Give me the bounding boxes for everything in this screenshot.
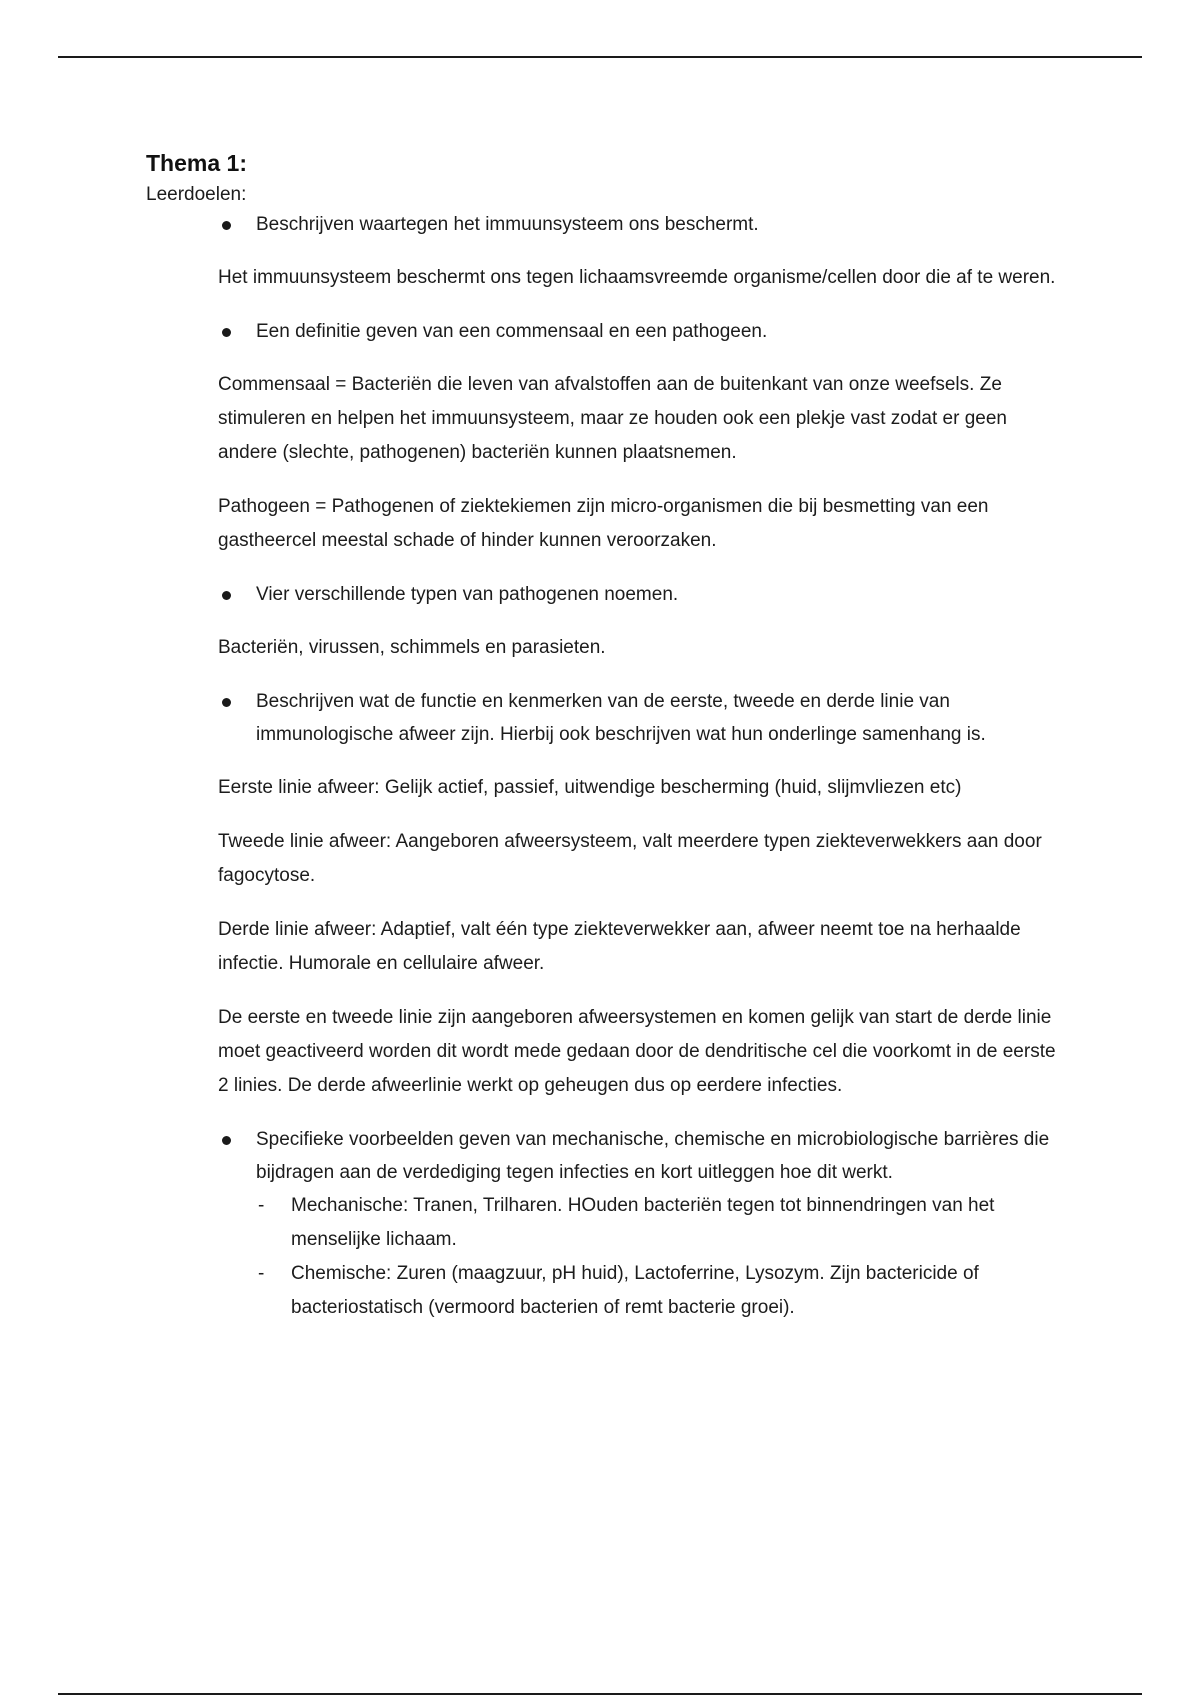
sub-list-item-text: Chemische: Zuren (maagzuur, pH huid), Lactoferrine, Lysozym. Zijn bactericide of bacteriostatisch (vermoord bacterien of remt bacterie groei). — [291, 1263, 979, 1318]
list-item-text: Specifieke voorbeelden geven van mechanische, chemische en microbiologische barrières die bijdragen aan de verdediging tegen infecties en kort uitleggen hoe dit werkt. — [256, 1129, 1050, 1183]
list-item — [146, 208, 1066, 241]
paragraph: Commensaal = Bacteriën die leven van afvalstoffen aan de buitenkant van onze weefsels. Ze stimuleren en helpen het immuunsysteem, maar ze houden ook een plekje vast zodat er geen andere (slechte, pathogenen) bacteriën kunnen plaatsnemen. — [218, 374, 1007, 463]
bullet-icon — [222, 328, 231, 337]
dash-marker: - — [258, 1263, 265, 1284]
list-item-text: Beschrijven wat de functie en kenmerken van de eerste, tweede en derde linie van immunologische afweer zijn. Hierbij ook beschrijven wat hun onderlinge samenhang is. — [256, 691, 986, 745]
top-rule — [58, 56, 1142, 58]
paragraph: De eerste en tweede linie zijn aangeboren afweersystemen en komen gelijk van start de derde linie moet geactiveerd worden dit wordt mede gedaan door de dendritische cel die voorkomt in de eerste 2 linies. De derde afweerlinie werkt op geheugen dus op eerdere infecties. — [218, 1007, 1056, 1096]
paragraph: Eerste linie afweer: Gelijk actief, passief, uitwendige bescherming (huid, slijmvliezen etc) — [218, 777, 962, 798]
section-subtitle: Leerdoelen: — [146, 184, 247, 205]
page-title: Thema 1: — [146, 150, 247, 176]
bullet-icon — [222, 1136, 231, 1145]
paragraph: Bacteriën, virussen, schimmels en parasieten. — [218, 637, 606, 658]
sub-list-item — [146, 1189, 1066, 1257]
paragraph: Het immuunsysteem beschermt ons tegen lichaamsvreemde organisme/cellen door die af te weren. — [218, 267, 1056, 288]
sub-list-item — [146, 1257, 1066, 1325]
list-item-text: Vier verschillende typen van pathogenen noemen. — [256, 584, 679, 605]
dash-marker: - — [258, 1195, 265, 1216]
sub-list-item-text: Mechanische: Tranen, Trilharen. HOuden bacteriën tegen tot binnendringen van het menselijke lichaam. — [291, 1195, 995, 1250]
bottom-rule — [58, 1693, 1142, 1695]
bullet-icon — [222, 221, 231, 230]
list-item-text: Beschrijven waartegen het immuunsysteem ons beschermt. — [256, 214, 759, 235]
document-body — [146, 148, 1066, 1325]
list-item — [146, 685, 1066, 751]
list-item — [146, 1123, 1066, 1189]
paragraph: Derde linie afweer: Adaptief, valt één type ziekteverwekker aan, afweer neemt toe na herhaalde infectie. Humorale en cellulaire afweer. — [218, 919, 1021, 974]
bullet-icon — [222, 591, 231, 600]
list-item — [146, 315, 1066, 348]
list-item-text: Een definitie geven van een commensaal en een pathogeen. — [256, 321, 768, 342]
list-item — [146, 578, 1066, 611]
paragraph: Pathogeen = Pathogenen of ziektekiemen zijn micro-organismen die bij besmetting van een gastheercel meestal schade of hinder kunnen veroorzaken. — [218, 496, 989, 551]
bullet-icon — [222, 698, 231, 707]
paragraph: Tweede linie afweer: Aangeboren afweersysteem, valt meerdere typen ziekteverwekkers aan door fagocytose. — [218, 831, 1042, 886]
